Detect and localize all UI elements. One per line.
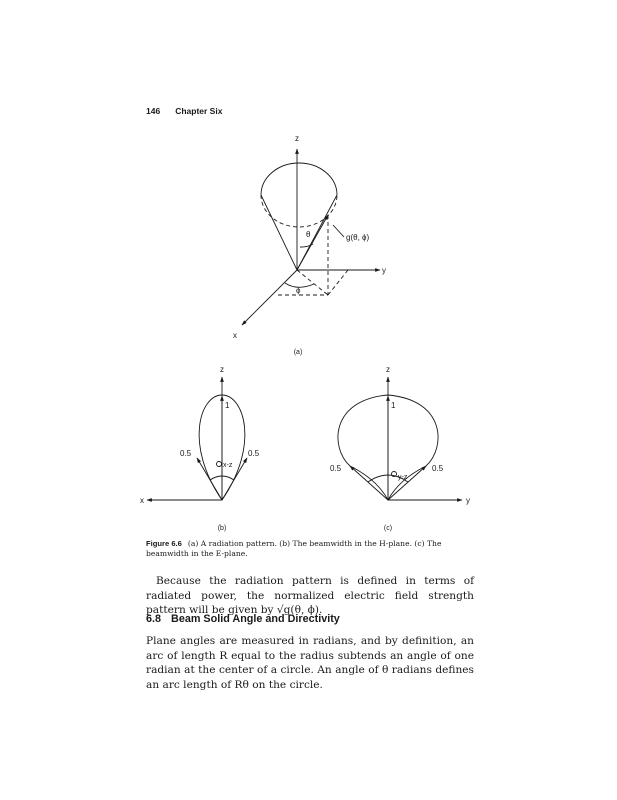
chapter-title: Chapter Six <box>175 106 223 116</box>
g-vector <box>297 215 328 270</box>
paragraph-radiation-pattern: Because the radiation pattern is defined in terms of radiated power, the normalized electric field strength pattern will be given by √g(θ, ϕ). <box>146 575 474 616</box>
b-panel-label: (b) <box>217 525 227 532</box>
b-label-half-right: 0.5 <box>248 449 260 458</box>
panel-b-diagram <box>147 377 247 500</box>
projection-radial <box>297 270 328 295</box>
g-leader <box>333 225 344 237</box>
a-label-theta: θ <box>306 230 311 239</box>
section-number: 6.8 <box>146 613 162 625</box>
figure-number: Figure 6.6 <box>146 539 182 548</box>
c-label-z: z <box>386 365 390 374</box>
projection-side <box>328 270 348 295</box>
b-label-z: z <box>220 365 224 374</box>
c-label-half-left: 0.5 <box>330 464 342 473</box>
b-label-one: 1 <box>225 401 230 410</box>
section-title: Beam Solid Angle and Directivity <box>171 613 340 625</box>
a-label-y: y <box>382 266 386 275</box>
a-label-x: x <box>233 331 237 340</box>
a-label-g: g(θ, ϕ) <box>346 233 370 242</box>
panel-c-labels <box>330 365 470 532</box>
x-axis-a <box>242 270 297 325</box>
page-number: 146 <box>146 106 161 116</box>
c-label-half-right: 0.5 <box>432 464 444 473</box>
c-label-one: 1 <box>391 401 396 410</box>
c-label-angle: y-z <box>398 474 408 481</box>
panel-a-labels <box>233 134 386 356</box>
cone-edge-left <box>261 195 297 270</box>
cone-rim-back <box>261 163 337 195</box>
a-label-phi: ϕ <box>296 286 301 295</box>
paragraph-plane-angles: Plane angles are measured in radians, and by definition, an arc of length R equal to the radius subtends an angle of one radian at the center of a circle. An angle of θ radians defines an arc length of Rθ on the circle. <box>146 635 474 691</box>
cone-rim-front <box>261 195 337 227</box>
c-vector-left <box>350 466 388 500</box>
c-panel-label: (c) <box>383 525 393 532</box>
c-label-y: y <box>466 496 470 505</box>
b-label-angle: x-z <box>223 462 233 469</box>
panel-c-diagram <box>338 377 462 500</box>
figure-caption <box>146 539 474 559</box>
b-label-x: x <box>140 496 144 505</box>
b-label-half-left: 0.5 <box>180 449 192 458</box>
b-angle-marker <box>217 462 222 467</box>
a-panel-label: (a) <box>293 349 303 356</box>
caption-text: (a) A radiation pattern. (b) The beamwidth in the H-plane. (c) The beamwidth in the E-plane. <box>146 539 442 558</box>
b-vector-left <box>197 458 222 500</box>
a-label-z: z <box>295 134 299 143</box>
section-heading <box>146 613 340 625</box>
